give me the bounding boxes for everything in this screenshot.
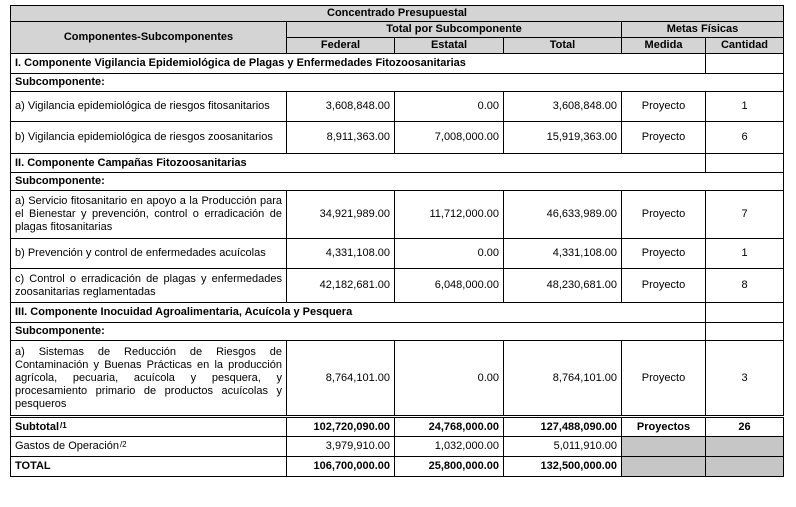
section-title: II. Componente Campañas Fitozoosanitarias xyxy=(11,154,706,173)
row-medida: Proyecto xyxy=(622,122,706,154)
metas-group-header: Metas Físicas xyxy=(622,22,784,38)
subtotal-note: /1 xyxy=(60,420,67,430)
components-column-header: Componentes-Subcomponentes xyxy=(11,22,287,54)
row-estatal: 7,008,000.00 xyxy=(395,122,504,154)
row-name: a) Vigilancia epidemiológica de riesgos fitosanitarios xyxy=(11,92,287,122)
row-medida: Proyecto xyxy=(622,239,706,269)
row-estatal: 0.00 xyxy=(395,92,504,122)
table-row xyxy=(11,92,784,122)
row-federal: 3,608,848.00 xyxy=(287,92,395,122)
row-medida: Proyecto xyxy=(622,191,706,239)
table-row xyxy=(11,122,784,154)
row-cantidad: 8 xyxy=(706,269,784,303)
row-medida: Proyecto xyxy=(622,92,706,122)
table-row xyxy=(11,269,784,303)
total-federal: 106,700,000.00 xyxy=(287,457,395,477)
row-cantidad: 7 xyxy=(706,191,784,239)
row-total: 48,230,681.00 xyxy=(504,269,622,303)
total-label: TOTAL xyxy=(11,457,287,477)
gastos-total: 5,011,910.00 xyxy=(504,437,622,457)
row-medida: Proyecto xyxy=(622,269,706,303)
table-row xyxy=(11,341,784,417)
section-title: III. Componente Inocuidad Agroalimentaria, Acuícola y Pesquera xyxy=(11,303,706,323)
subcomponent-label: Subcomponente: xyxy=(11,323,706,341)
total-cantidad-empty xyxy=(706,457,784,477)
subtotal-total: 127,488,090.00 xyxy=(504,417,622,437)
row-total: 15,919,363.00 xyxy=(504,122,622,154)
row-total: 46,633,989.00 xyxy=(504,191,622,239)
row-federal: 8,911,363.00 xyxy=(287,122,395,154)
total-column-header: Total xyxy=(504,38,622,54)
subtotal-federal: 102,720,090.00 xyxy=(287,417,395,437)
row-estatal: 6,048,000.00 xyxy=(395,269,504,303)
row-estatal: 0.00 xyxy=(395,239,504,269)
row-name: a) Sistemas de Reducción de Riesgos de Contaminación y Buenas Prácticas en la producción agrícola, pecuaria, acuícola y pesquera, y procesamiento primario de productos acuícolas y pesqueros xyxy=(11,341,287,417)
row-federal: 42,182,681.00 xyxy=(287,269,395,303)
subtotal-label: Subtotal xyxy=(15,420,59,433)
subtotal-cantidad: 26 xyxy=(706,417,784,437)
table-row xyxy=(11,239,784,269)
gastos-row xyxy=(11,437,784,457)
gastos-estatal: 1,032,000.00 xyxy=(395,437,504,457)
subcomponent-label: Subcomponente: xyxy=(11,74,784,92)
section-title: I. Componente Vigilancia Epidemiológica de Plagas y Enfermedades Fitozoosanitarias xyxy=(11,54,706,74)
gastos-label-cell xyxy=(11,437,287,457)
row-federal: 34,921,989.00 xyxy=(287,191,395,239)
row-federal: 4,331,108.00 xyxy=(287,239,395,269)
gastos-medida-empty xyxy=(622,437,706,457)
federal-column-header: Federal xyxy=(287,38,395,54)
subtotal-estatal: 24,768,000.00 xyxy=(395,417,504,437)
cantidad-column-header: Cantidad xyxy=(706,38,784,54)
table-row xyxy=(11,191,784,239)
gastos-label: Gastos de Operación xyxy=(15,440,119,452)
row-cantidad: 1 xyxy=(706,92,784,122)
gastos-cantidad-empty xyxy=(706,437,784,457)
row-name: c) Control o erradicación de plagas y enfermedades zoosanitarias reglamentadas xyxy=(11,269,287,303)
total-estatal: 25,800,000.00 xyxy=(395,457,504,477)
total-row xyxy=(11,457,784,477)
total-group-header: Total por Subcomponente xyxy=(287,22,622,38)
subtotal-row xyxy=(11,417,784,437)
total-medida-empty xyxy=(622,457,706,477)
row-cantidad: 3 xyxy=(706,341,784,417)
budget-table xyxy=(10,5,784,477)
row-cantidad: 6 xyxy=(706,122,784,154)
estatal-column-header: Estatal xyxy=(395,38,504,54)
medida-column-header: Medida xyxy=(622,38,706,54)
row-estatal: 11,712,000.00 xyxy=(395,191,504,239)
subtotal-label-cell xyxy=(11,417,287,437)
total-total: 132,500,000.00 xyxy=(504,457,622,477)
row-total: 3,608,848.00 xyxy=(504,92,622,122)
row-federal: 8,764,101.00 xyxy=(287,341,395,417)
row-name: b) Vigilancia epidemiológica de riesgos zoosanitarios xyxy=(11,122,287,154)
gastos-federal: 3,979,910.00 xyxy=(287,437,395,457)
row-estatal: 0.00 xyxy=(395,341,504,417)
gastos-note: /2 xyxy=(119,440,127,449)
row-total: 8,764,101.00 xyxy=(504,341,622,417)
row-name: b) Prevención y control de enfermedades acuícolas xyxy=(11,239,287,269)
subtotal-medida: Proyectos xyxy=(622,417,706,437)
row-total: 4,331,108.00 xyxy=(504,239,622,269)
row-cantidad: 1 xyxy=(706,239,784,269)
table-title: Concentrado Presupuestal xyxy=(11,6,784,22)
row-medida: Proyecto xyxy=(622,341,706,417)
subcomponent-label: Subcomponente: xyxy=(11,173,784,191)
row-name: a) Servicio fitosanitario en apoyo a la Producción para el Bienestar y prevención, control o erradicación de plagas fitosanitarias xyxy=(11,191,287,239)
